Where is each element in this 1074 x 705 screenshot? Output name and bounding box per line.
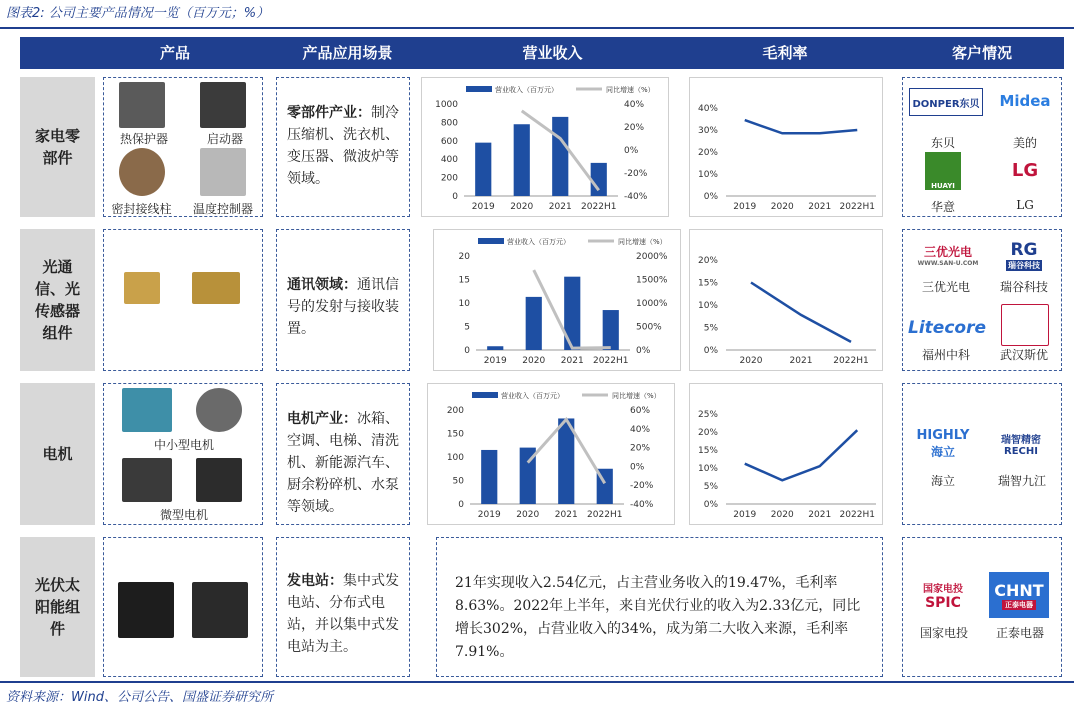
pv-summary-box (436, 537, 883, 677)
y-tick-left: 10 (458, 299, 470, 309)
product-box-pv (103, 537, 263, 677)
application-box-optical (276, 229, 410, 371)
y-tick: 10% (697, 301, 718, 311)
y-tick: 30% (697, 126, 718, 136)
legend-label-revenue: 营业收入（百万元） (501, 392, 564, 400)
y-tick-left: 200 (440, 173, 458, 184)
y-tick-left: 5 (464, 322, 470, 333)
y-tick-right: 40% (630, 424, 651, 435)
y-tick-right: -40% (630, 500, 654, 510)
x-tick: 2020 (522, 356, 546, 366)
header-gross-margin: 毛利率 (762, 44, 808, 62)
stator-image (196, 388, 242, 432)
starter-image (200, 82, 246, 128)
application-box-appliance (276, 77, 410, 217)
y-tick-right: 40% (624, 100, 645, 110)
x-tick: 2020 (516, 510, 540, 520)
customer-name: 美的 (1012, 136, 1037, 150)
x-tick: 2020 (770, 510, 794, 520)
y-tick: 0% (703, 500, 718, 510)
y-tick-left: 15 (458, 275, 470, 286)
donper-logo: DONPER东贝 (909, 88, 983, 116)
x-tick: 2022H1 (839, 510, 875, 520)
optical-component-image (124, 272, 160, 304)
x-tick: 2019 (733, 510, 757, 520)
y-tick-left: 200 (446, 406, 464, 416)
bar (514, 124, 530, 196)
margin-chart-1 (689, 77, 883, 217)
revenue-chart-3 (427, 383, 675, 525)
y-tick-left: 20 (458, 252, 470, 262)
bottom-rule (0, 681, 1074, 683)
x-tick: 2021 (808, 202, 832, 212)
desc-body: 制冷压缩机、洗衣机、变压器、微波炉等领域。 (287, 105, 399, 187)
top-rule (0, 27, 1074, 29)
y-tick-left: 0 (452, 192, 458, 202)
customer-name: LG (1016, 198, 1034, 212)
x-tick: 2021 (554, 510, 578, 520)
header-product: 产品 (159, 44, 190, 62)
customer-name: 海立 (930, 474, 955, 488)
x-tick: 2019 (471, 202, 495, 212)
y-tick-right: 2000% (636, 252, 668, 262)
x-tick: 2021 (789, 356, 813, 366)
x-tick: 2020 (739, 356, 763, 366)
y-tick: 5% (703, 323, 718, 334)
application-box-pv (276, 537, 410, 677)
y-tick-right: 20% (630, 443, 651, 454)
customer-name: 福州中科 (921, 348, 970, 362)
desc-title: 电机产业： (287, 411, 357, 427)
product-box-motor (103, 383, 263, 525)
x-tick: 2021 (560, 356, 584, 366)
application-box-motor (276, 383, 410, 525)
y-tick: 0% (703, 346, 718, 356)
legend-label-growth: 同比增速（%） (606, 86, 655, 94)
x-tick: 2019 (733, 202, 757, 212)
product-label: 启动器 (206, 132, 243, 146)
y-tick-right: 0% (624, 146, 639, 156)
y-tick-left: 100 (446, 453, 464, 463)
product-box-optical (103, 229, 263, 371)
x-tick: 2022H1 (581, 202, 617, 212)
micro-motor-2-image (196, 458, 242, 502)
product-label: 中小型电机 (153, 438, 214, 452)
micro-motor-image (122, 458, 172, 502)
y-tick-right: 0% (630, 462, 645, 473)
product-label: 密封接线柱 (111, 202, 172, 216)
revenue-chart-1 (421, 77, 669, 217)
y-tick-right: 500% (636, 322, 662, 333)
margin-chart-2 (689, 229, 883, 371)
bar (591, 163, 607, 196)
row-label-optical: 光通信、光传感器组件 (20, 229, 95, 371)
x-tick: 2022H1 (839, 202, 875, 212)
y-tick: 20% (697, 148, 718, 158)
customer-name: 东贝 (930, 136, 955, 150)
y-tick-left: 400 (440, 155, 458, 166)
y-tick-right: -20% (624, 169, 648, 179)
y-tick-left: 800 (440, 118, 458, 129)
customer-name: 华意 (930, 200, 955, 214)
product-label: 热保护器 (119, 132, 168, 146)
highly-logo: HIGHLY 海立 (916, 428, 970, 459)
y-tick-right: -40% (624, 192, 648, 202)
x-tick: 2019 (477, 510, 501, 520)
row-label-appliance-parts: 家电零部件 (20, 77, 95, 217)
table-header (20, 37, 1064, 69)
y-tick-right: 1500% (636, 275, 668, 286)
x-tick: 2021 (808, 510, 832, 520)
bar (481, 450, 497, 504)
huayi-logo: HUAYI (925, 152, 961, 190)
legend-swatch-revenue (472, 392, 498, 398)
customer-name: 正泰电器 (995, 626, 1044, 640)
y-tick: 5% (703, 482, 718, 492)
x-tick: 2020 (770, 202, 794, 212)
legend-swatch-revenue (478, 238, 504, 244)
source-note: 资料来源：Wind、公司公告、国盛证券研究所 (6, 690, 273, 705)
customer-name: 三优光电 (921, 280, 970, 294)
x-tick: 2021 (548, 202, 572, 212)
customer-name: 武汉斯优 (999, 348, 1048, 362)
x-tick: 2020 (510, 202, 534, 212)
sanyou-logo: 三优光电 WWW.SAN-U.COM (917, 245, 979, 267)
y-tick: 15% (697, 278, 718, 289)
y-tick-left: 1000 (435, 100, 458, 110)
y-tick: 0% (703, 192, 718, 202)
thermal-protector-image (119, 82, 165, 128)
legend-label-growth: 同比增速（%） (612, 392, 661, 400)
y-tick: 10% (697, 464, 718, 474)
sealed-terminal-image (119, 148, 165, 196)
y-tick: 10% (697, 170, 718, 180)
desc-title: 零部件产业： (287, 105, 371, 121)
y-tick-right: 1000% (636, 299, 668, 309)
desc-body: 集中式发电站、分布式电站，并以集中式发电站为主。 (287, 573, 399, 655)
customer-box-appliance (902, 77, 1062, 217)
x-tick: 2022H1 (593, 356, 629, 366)
pv-summary-text: 21年实现收入2.54亿元，占主营业务收入的19.47%，毛利率8.63%。2022年上半年，来自光伏行业的收入为2.33亿元，同比增长302%，占营业收入的34%，成为第二大收入来源，毛利率7.91%。 (455, 575, 861, 660)
y-tick: 20% (697, 428, 718, 438)
row-label-pv: 光伏太阳能组件 (20, 537, 95, 677)
bar (475, 143, 491, 196)
header-application: 产品应用场景 (302, 44, 393, 62)
rechi-logo: 瑞智精密 RECHI (1001, 435, 1041, 457)
figure-caption: 图表2: 公司主要产品情况一览（百万元；%） (6, 6, 270, 21)
customer-box-optical (902, 229, 1062, 371)
y-tick-left: 0 (458, 500, 464, 510)
solar-panel-image (118, 582, 174, 638)
desc-body: 通讯信号的发射与接收装置。 (287, 277, 399, 337)
x-tick: 2022H1 (587, 510, 623, 520)
lg-logo: LG (1011, 159, 1039, 181)
row-label-motor: 电机 (20, 383, 95, 525)
chnt-logo: CHNT 正泰电器 (989, 572, 1049, 618)
litecore-logo: Litecore (908, 318, 986, 338)
margin-line (745, 120, 858, 133)
spic-logo: 国家电投 SPIC (923, 583, 963, 611)
y-tick: 40% (697, 104, 718, 114)
y-tick-left: 50 (452, 476, 464, 487)
product-label: 温度控制器 (192, 202, 253, 216)
rg-logo: RG 瑞谷科技 (1008, 239, 1040, 270)
midea-logo: Midea (999, 92, 1051, 110)
legend-label-growth: 同比增速（%） (618, 238, 667, 246)
margin-line (745, 430, 858, 480)
temp-controller-image (200, 148, 246, 196)
y-tick: 15% (697, 446, 718, 456)
product-box-appliance (103, 77, 263, 217)
legend-swatch-revenue (466, 86, 492, 92)
legend-label-revenue: 营业收入（百万元） (507, 238, 570, 246)
header-revenue: 营业收入 (522, 44, 583, 62)
y-tick-right: -20% (630, 481, 654, 492)
bar (487, 346, 503, 350)
y-tick-right: 20% (624, 123, 645, 133)
legend-label-revenue: 营业收入（百万元） (495, 86, 558, 94)
bar (603, 310, 619, 350)
bar (552, 117, 568, 196)
bar (526, 297, 542, 350)
solar-panel-2-image (192, 582, 248, 638)
y-tick-left: 600 (440, 136, 458, 147)
x-tick: 2019 (483, 356, 507, 366)
sensor-component-image (192, 272, 240, 304)
x-tick: 2022H1 (833, 356, 869, 366)
y-tick: 20% (697, 256, 718, 266)
customer-box-pv (902, 537, 1062, 677)
desc-title: 发电站： (287, 573, 343, 589)
margin-chart-3 (689, 383, 883, 525)
customer-name: 瑞谷科技 (999, 280, 1048, 294)
y-tick-right: 60% (630, 406, 651, 416)
desc-body: 冰箱、空调、电梯、清洗机、新能源汽车、厨余粉碎机、水泵等领域。 (287, 411, 399, 515)
product-label: 微型电机 (159, 508, 208, 522)
revenue-chart-2 (433, 229, 681, 371)
wuhan-siyou-logo (1001, 304, 1049, 346)
y-tick: 25% (697, 410, 718, 420)
customer-box-motor (902, 383, 1062, 525)
y-tick-left: 0 (464, 346, 470, 356)
y-tick-right: 0% (636, 346, 651, 356)
customer-name: 瑞智九江 (997, 474, 1046, 488)
y-tick-left: 150 (446, 429, 464, 440)
customer-name: 国家电投 (919, 626, 968, 640)
small-motor-image (122, 388, 172, 432)
desc-title: 通讯领域： (287, 277, 357, 293)
margin-line (751, 283, 851, 342)
header-customers: 客户情况 (951, 44, 1012, 62)
